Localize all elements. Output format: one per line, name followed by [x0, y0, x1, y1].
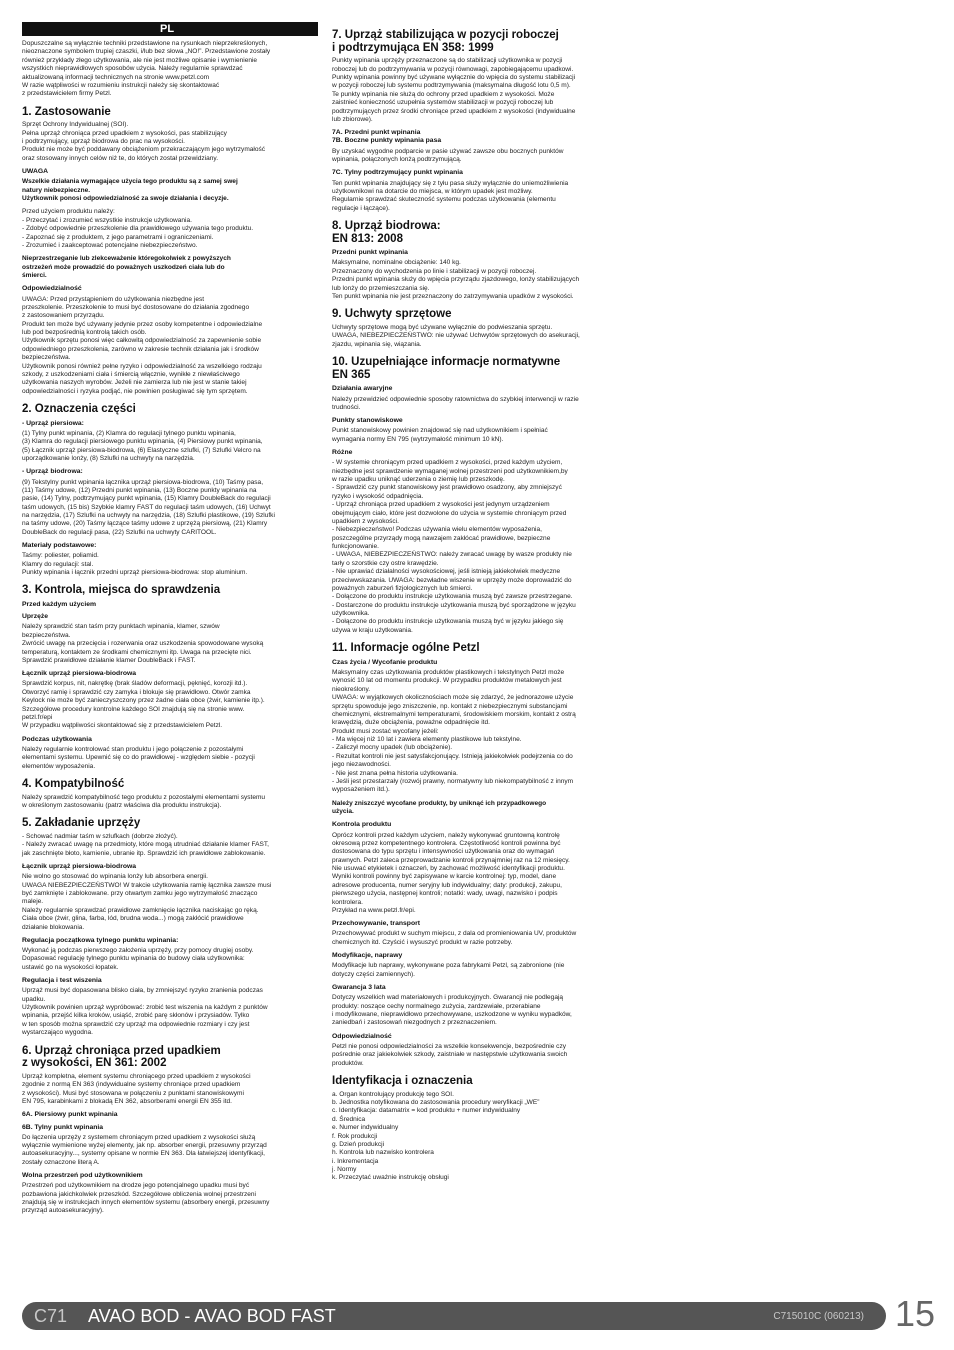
paragraph: Uprząż musi być dopasowana blisko ciała, by zmniejszyć ryzyko zranienia podczas upadku. Użytkownik powinien uprząż wypróbować: zrobić test wiszenia na każdym z punktów wpinania, przejść kilka kroków, usiąść, zrobić parę skłonów i przysiadów. Tylko w ten sposób można sprawdzić czy uprząż ma odpowiednie rozmiary i czy jest wystarczająco wygodna.	[22, 987, 268, 1037]
paragraph: - W systemie chroniącym przed upadkiem z wysokości, przed każdym użyciem, niezbędne jest sprawdzenie wymaganej wolnej przestrzeni pod użytkownikiem,by w razie upadku uniknąć uderzenia o ziemię lub przeszkodę. - Sprawdzić czy punkt stanowiskowy jest prawidłowo osadzony, aby zmniejszyć ryzyko i wysokość odpadnięcia. - Uprząż chroniąca przed upadkiem z wysokości jest jedynym urządzeniem obejmującym ciało, które jest dozwolone do użycia w systemie chroniącym przed upadkiem z wysokości. - Niebezpieczeństwo! Podczas używania wielu elementów wyposażenia, poszczególne przyrządy mogą nawzajem zakłócać prawidłowe, bezpieczne funkcjonowanie. - UWAGA, NIEBEZPIECZEŃSTWO: należy zwracać uwagę by wasze produkty nie tarły o szorstkie czy ostre krawędzie. - Nie uprawiać działalności wysokościowej, jeśli istnieją jakiekolwiek medyczne przeciwwskazania. UWAGA: bezwładne wiszenie w uprzęży może doprowadzić do poważnych zaburzeń fizjologicznych lub śmierci. - Dołączone do produktu instrukcje użytkowania muszą być zawsze przestrzegane. - Dostarczone do produktu instrukcje użytkowania muszą być sporządzone w języku użytkownika. - Dołączone do produktu instrukcje użytkowania muszą być w języku jakiego się używa w kraju użytkowania.	[332, 459, 576, 634]
paragraph: Wykonać ją podczas pierwszego założenia uprzęży, przy pomocy drugiej osoby. Dopasować regulację tylnego punktu wpinania do budowy ciała użytkownika: ustawić go na wysokości łopatek.	[22, 947, 254, 971]
subsection-heading: - Uprząż biodrowa:	[22, 468, 83, 476]
paragraph: Należy sprawdzić stan taśm przy punktach wpinania, klamer, szwów bezpieczeństwa. Zwrócić uwagę na przecięcia i rozerwania oraz uszkodzenia spowodowane wysoką temperaturą, kontaktem ze środkami chemicznymi itp. Uwaga na przecięte nici. Sprawdzić prawidłowe działanie klamer DoubleBack i FAST.	[22, 623, 264, 664]
subsection-heading: Odpowiedzialność	[332, 1032, 392, 1040]
left-column	[22, 22, 318, 1221]
paragraph: By uzyskać wygodne podparcie w pasie używać zawsze obu bocznych punktów wpinania, połączonych lonżą podtrzymującą.	[332, 147, 564, 163]
subsection-heading: Regulacja i test wiszenia	[22, 977, 102, 985]
paragraph: Przestrzeń pod użytkownikiem na drodze jego potencjalnego upadku musi być pozbawiona jakichkolwiek przeszkód. Szczegółowe obliczenia wolnej przestrzeni znajdują się w instrukcjach innych elementów systemu (absorbery energii, przesuwny przyrząd autoasekuracyjny).	[22, 1182, 270, 1215]
paragraph: Należy przewidzieć odpowiednie sposoby ratownictwa do szybkiej interwencji w razie trudności.	[332, 395, 579, 411]
subsection-heading: Przechowywanie, transport	[332, 920, 421, 928]
paragraph: Dopuszczalne są wyłącznie techniki przedstawione na rysunkach nieprzekreślonych, nieoznaczone symbolem trupiej czaszki, i/lub bez słowa „NO!”. Przedstawione zostały również przykłady złego użytkowania, ale nie jest możliwe opisanie i wymienienie wszystkich nieprawidłowych sposobów użycia. Należy regularnie sprawdzać aktualizowaną informacji technicznych na stronie www.petzl.com W razie wątpliwości w rozumieniu instrukcji należy się skontaktować z przedstawicielem firmy Petzl.	[22, 40, 271, 98]
subsection-heading: 6B. Tylny punkt wpinania	[22, 1123, 104, 1131]
subsection-heading: Kontrola produktu	[332, 821, 392, 829]
section-heading: 6. Uprząż chroniąca przed upadkiem z wysokości, EN 361: 2002	[22, 1044, 221, 1070]
subsection-heading: Różne	[332, 449, 353, 457]
paragraph: Maksymalny czas użytkowania produktów plastikowych i tekstylnych Petzl może wynosić 10 lat od momentu produkcji. W przypadku produktów metalowych jest nieokreślony. UWAGA: w wyjątkowych okolicznościach może się zdarzyć, że jednorazowe użycie sprzętu spowoduje jego zniszczenie, np. kontakt z niebezpiecznymi substancjami chemicznymi, ekstremalnymi temperaturami, środowiskiem morskim, kontakt z ostrą krawędzią, duże obciążenia, poważne odpadnięcie itd. Produkt musi zostać wycofany jeżeli: - Ma więcej niż 10 lat i zawiera elementy plastikowe lub tekstylne. - Zaliczył mocny upadek (lub obciążenie). - Rezultat kontroli nie jest satysfakcjonujący. Istnieją jakiekolwiek podejrzenia co do jego niezawodności. - Nie jest znana pełna historia użytkowania. - Jeśli jest przestarzały (rozwój prawny, normatywny lub niekompatybilność z innym wyposażeniem itd.).	[332, 669, 576, 794]
paragraph: Punkt stanowiskowy powinien znajdować się nad użytkownikiem i spełniać wymagania normy EN 795 (wytrzymałość minimum 10 kN).	[332, 427, 548, 443]
paragraph: Punkty wpinania uprzęży przeznaczone są do stabilizacji użytkownika w pozycji roboczej lub do podtrzymywania w pozycji równowagi, zapobiegającemu upadkowi. Punkty wpinania powinny być używane wyłącznie do wpięcia do systemu stabilizacji w pozycji roboczej lub systemu podtrzymywania (maksymalna długość lotu 0,5 m). Te punkty wpinania nie służą do ochrony przed upadkiem z wysokości. Może zaistnieć konieczność uzupełnia systemów stabilizacji w pozycji roboczej lub podtrzymujących przez środki chroniące przed upadkiem z wysokości (indywidualne lub zbiorowe).	[332, 57, 576, 123]
paragraph: Wszelkie działania wymagające użycia tego produktu są z samej swej natury niebezpieczne. Użytkownik ponosi odpowiedzialność za swoje działania i decyzje.	[22, 178, 238, 203]
section-heading: 8. Uprząż biodrowa: EN 813: 2008	[332, 220, 441, 245]
paragraph: (9) Tekstylny punkt wpinania łącznika uprząż piersiowa-biodrowa, (10) Taśmy pasa, (11) Taśmy udowe, (12) Przedni punkt wpinania, (13) Boczne punkty wpinania na pasie, (14) Tylny, podtrzymujący punkt wpinania, (15) Klamry DoubleBack do regulacji taśm udowych, (15 bis) Szybkie klamry FAST do regulacji taśm udowych, (16) Uchwyt na narzędzia, (17) Szlufki na uchwyty na narzędzia, (18) Szlufki plastikowe, (19) Szlufki na taśmy udowe, (20) Taśmy łączące taśmy udowe z uprzężą piersiową, (21) Klamry DoubleBack do regulacji pasa, (22) Szlufki na uchwyty CARITOOL.	[22, 478, 275, 536]
paragraph: Sprawdzić korpus, nit, nakrętkę (brak śladów deformacji, pęknięć, korozji itd.). Otworzyć ramię i sprawdzić czy zamyka i blokuje się prawidłowo. Otwór zamka Keylock nie może być zanieczyszczony przez żadne ciała obce (żwir, kamienie itp.). Szczegółowe procedury kontrolne każdego SOI znajdują się na stronie www. petzl.fr/epi W przypadku wątpliwości skontaktować się z przedstawicielem Petzl.	[22, 680, 265, 730]
paragraph: Taśmy: poliester, poliamid. Klamry do regulacji: stal. Punkty wpinania i łącznik przedni uprząż piersiowa-biodrowa: stop aluminium.	[22, 552, 248, 577]
section-heading: 1. Zastosowanie	[22, 105, 111, 118]
section-heading: 9. Uchwyty sprzętowe	[332, 308, 452, 321]
subsection-heading: Podczas użytkowania	[22, 735, 92, 743]
paragraph: Przechowywać produkt w suchym miejscu, z dala od promieniowania UV, produktów chemicznych itd. Czyścić i wysuszyć produkt w razie potrzeby.	[332, 930, 577, 946]
subsection-heading: Przedni punkt wpinania	[332, 249, 408, 257]
product-code: C71	[34, 1306, 68, 1326]
subsection-heading: Uprzęże	[22, 613, 49, 621]
paragraph: Nie wolno go stosować do wpinania lonży lub absorbera energii. UWAGA NIEBEZPIECZEŃSTWO! W trakcie użytkowania ramię łącznika zawsze musi być zamknięte i zablokowane. przy otwartym zamku jego wytrzymałość znacząco maleje. Należy regularnie sprawdzać prawidłowe zamknięcie łącznika naciskając go ręką. Ciała obce (żwir, glina, farba, lód, brudna woda...) mogą zakłócić prawidłowe działanie blokowania.	[22, 873, 272, 931]
section-heading: Identyfikacja i oznaczenia	[332, 1075, 473, 1088]
paragraph: Oprócz kontroli przed każdym użyciem, należy wykonywać gruntowną kontrolę okresową przez kompetentnego kontrolera. Częstotliwość kontroli powinna być dostosowana do typu sprzętu i intensywności użytkowania oraz do wymagań prawnych. Petzl zaleca przeprowadzanie kontroli przynajmniej raz na 12 miesięcy. Nie usuwać etykietek i oznaczeń, by zachować możliwość identyfikacji produktu. Wyniki kontroli powinny być zapisywane w karcie kontrolnej: typ, model, dane adresowe producenta, numer seryjny lub indywidualny; daty: produkcji, zakupu, pierwszego użycia, następnej kontroli; notatki: wady, uwagi, nazwisko i podpis kontrolera. Przykład na www.petzl.fr/epi.	[332, 831, 570, 914]
document-reference: C715010C (060213)	[773, 1311, 864, 1322]
section-heading: 2. Oznaczenia części	[22, 403, 136, 416]
footer-bar	[22, 1302, 886, 1330]
subsection-heading: Wolna przestrzeń pod użytkownikiem	[22, 1172, 143, 1180]
section-heading: 10. Uzupełniające informacje normatywne EN 365	[332, 356, 561, 381]
language-badge: PL	[22, 22, 318, 36]
subsection-heading: Modyfikacje, naprawy	[332, 952, 403, 960]
subsection-heading: Działania awaryjne	[332, 385, 393, 393]
paragraph: Należy zniszczyć wycofane produkty, by uniknąć ich przypadkowego użycia.	[332, 799, 547, 815]
paragraph: Sprzęt Ochrony Indywidualnej (SOI). Pełna uprząż chroniąca przed upadkiem z wysokości, pas stabilizujący i podtrzymujący, uprząż biodrowa do prac na wysokości. Produkt nie może być poddawany obciążeniom przekraczającym jego wytrzymałość oraz stosowany innych celów niż te, do których został przewidziany.	[22, 121, 266, 162]
paragraph: Uprząż kompletna, element systemu chroniącego przed upadkiem z wysokości zgodnie z normą EN 363 (indywidualne systemy chroniące przed upadkiem z wysokości). Musi być stosowana w połączeniu z punktami stanowiskowymi EN 795, karabinkami z blokadą EN 362, absorberami energii EN 355 itd.	[22, 1072, 251, 1105]
subsection-heading: Łącznik uprząż piersiowa-biodrowa	[22, 863, 137, 871]
product-title: AVAO BOD - AVAO BOD FAST	[88, 1306, 336, 1326]
paragraph: UWAGA: Przed przystąpieniem do użytkowania niezbędne jest przeszkolenie. Przeszkolenie to musi być dostosowane do działania zgodnego z zastosowaniem przyrządu. Produkt ten może być używany jedynie przez osoby kompetentne i odpowiedzialne lub pod bezpośrednią kontrolą takich osób. Użytkownik sprzętu ponosi więc całkowitą odpowiedzialność za zapewnienie sobie odpowiedniego przeszkolenia, zarówno w zakresie technik działania jak i środków bezpieczeństwa. Użytkownik ponosi również pełne ryzyko i odpowiedzialność za wszelkiego rodzaju szkody, z uszkodzeniami ciała i śmiercią włącznie, wynikłe z niewłaściwego użytkowania naszych wyrobów. Jeżeli nie zamierza lub nie jest w stanie takiej odpowiedzialności i ryzyka podjąć, nie powinien posługiwać się tym sprzętem.	[22, 295, 263, 395]
subsection-heading: Odpowiedzialność	[22, 285, 82, 293]
subsection-heading: Materiały podstawowe:	[22, 542, 97, 550]
section-heading: 11. Informacje ogólne Petzl	[332, 642, 480, 655]
subsection-heading: 7A. Przedni punkt wpinania 7B. Boczne punkty wpinania pasa	[332, 129, 442, 145]
paragraph: Ten punkt wpinania znajdujący się z tyłu pasa służy wyłącznie do uniemożliwienia użytkownikowi na dotarcie do miejsca, w którym upadek jest możliwy. Regularnie sprawdzać skuteczność systemu podczas użytkowania (elementu regulacje i łączące).	[332, 179, 569, 212]
paragraph: Należy sprawdzić kompatybilność tego produktu z pozostałymi elementami systemu w określonym zastosowaniu (patrz właściwa dla produktu instrukcja).	[22, 793, 266, 809]
paragraph: (1) Tylny punkt wpinania, (2) Klamra do regulacji tylnego punktu wpinania, (3) Klamra do regulacji piersiowego punktu wpinania, (4) Piersiowy punkt wpinania, (5) Łącznik uprząż piersiowa-biodrowa, (6) Elastyczne szlufki, (7) Szlufki Velcro na uporządkowanie lonży, (8) Szlufki na uchwyty na narzędzia.	[22, 429, 263, 462]
paragraph: Należy regularnie kontrolować stan produktu i jego połączenie z pozostałymi elementami systemu. Upewnić się co do prawidłowej - względem siebie - pozycji elementów wyposażenia.	[22, 745, 255, 770]
section-heading: 4. Kompatybilność	[22, 777, 125, 790]
section-heading: 5. Zakładanie uprzęży	[22, 817, 141, 830]
right-column	[332, 22, 630, 1188]
paragraph: Dotyczy wszelkich wad materiałowych i produkcyjnych. Gwarancji nie podlegają produkty: noszące cechy normalnego zużycia, zardzewiałe, przerabiane i modyfikowane, nieprawidłowo przechowywane, uszkodzone w wyniku wypadków, zaniedbań i zastosowań niezgodnych z przeznaczeniem.	[332, 994, 572, 1027]
page-number: 15	[895, 1293, 936, 1334]
paragraph: Do łączenia uprzęży z systemem chroniącym przed upadkiem z wysokości służą wyłącznie wymienione wyżej elementy, jak np. absorber energii, przesuwny przyrząd autoasekuracyjny..., systemy opisane w normie EN 363. Dla łatwiejszej identyfikacji, zostały oznaczone literą A.	[22, 1133, 267, 1166]
subsection-heading: 7C. Tylny podtrzymujący punkt wpinania	[332, 169, 463, 177]
section-heading: 3. Kontrola, miejsca do sprawdzenia	[22, 584, 221, 597]
paragraph: Petzl nie ponosi odpowiedzialności za wszelkie konsekwencje, bezpośrednie czy pośrednie oraz jakiekolwiek szkody, zaistniałe w następstwie użytkowania swoich produktów.	[332, 1042, 568, 1067]
subsection-heading: Przed każdym użyciem	[22, 601, 97, 609]
paragraph: a. Organ kontrolujący produkcję tego SOI. b. Jednostka notyfikowana do zastosowania procedury weryfikacji „WE” c. Identyfikacja: datamatrix = kod produktu + numer indywidualny d. Średnica e. Numer indywidualny f. Rok produkcji g. Dzień produkcji h. Kontrola lub nazwisko kontrolera i. Inkrementacja j. Normy k. Przeczytać uważnie instrukcję obsługi	[332, 1090, 540, 1182]
subsection-heading: - Uprząż piersiowa:	[22, 419, 84, 427]
paragraph: Uchwyty sprzętowe mogą być używane wyłącznie do podwieszania sprzętu. UWAGA, NIEBEZPIECZEŃSTWO: nie używać Uchwytów sprzętowych do asekuracji, zjazdu, wpinania się, wiązania.	[332, 323, 580, 348]
subsection-heading: UWAGA	[22, 168, 49, 176]
subsection-heading: Łącznik uprząż piersiowa-biodrowa	[22, 670, 137, 678]
subsection-heading: Czas życia / Wycofanie produktu	[332, 658, 438, 666]
paragraph: - Schować nadmiar taśm w szlufkach (dobrze złożyć). - Należy zwracać uwagę na przedmioty, które mogą utrudniać działanie klamer FAST, jak zaschnięte błoto, kamienie, ubranie itp. Sprawdzić ich prawidłowe zablokowanie.	[22, 832, 269, 857]
paragraph: Przed użyciem produktu należy: - Przeczytać i zrozumieć wszystkie instrukcje użytkowania. - Zdobyć odpowiednie przeszkolenie dla prawidłowego używania tego produktu. - Zapoznać się z produktem, z jego parametrami i ograniczeniami. - Zrozumieć i zaakceptować potencjalne niebezpieczeństwo.	[22, 208, 254, 249]
subsection-heading: Regulacja początkowa tylnego punktu wpinania:	[22, 936, 179, 944]
paragraph: Nieprzestrzeganie lub zlekceważenie któregokolwiek z powyższych ostrzeżeń może prowadzić do poważnych uszkodzeń ciała lub do śmierci.	[22, 255, 231, 280]
paragraph: Maksymalne, nominalne obciążenie: 140 kg. Przeznaczony do wychodzenia po linie i stabilizacji w pozycji roboczej. Przedni punkt wpinania służy do wpięcia przyrządu zjazdowego, lonży stabilizujących lub lonży do przemieszczania się. Ten punkt wpinania nie jest przeznaczony do zatrzymywania upadków z wysokości.	[332, 259, 580, 300]
subsection-heading: 6A. Piersiowy punkt wpinania	[22, 1111, 118, 1119]
section-heading: 7. Uprząż stabilizująca w pozycji roboczej i podtrzymująca EN 358: 1999	[332, 29, 559, 54]
paragraph: Modyfikacje lub naprawy, wykonywane poza fabrykami Petzl, są zabronione (nie dotyczy części zamiennych).	[332, 962, 565, 978]
subsection-heading: Gwarancja 3 lata	[332, 984, 386, 992]
subsection-heading: Punkty stanowiskowe	[332, 417, 403, 425]
